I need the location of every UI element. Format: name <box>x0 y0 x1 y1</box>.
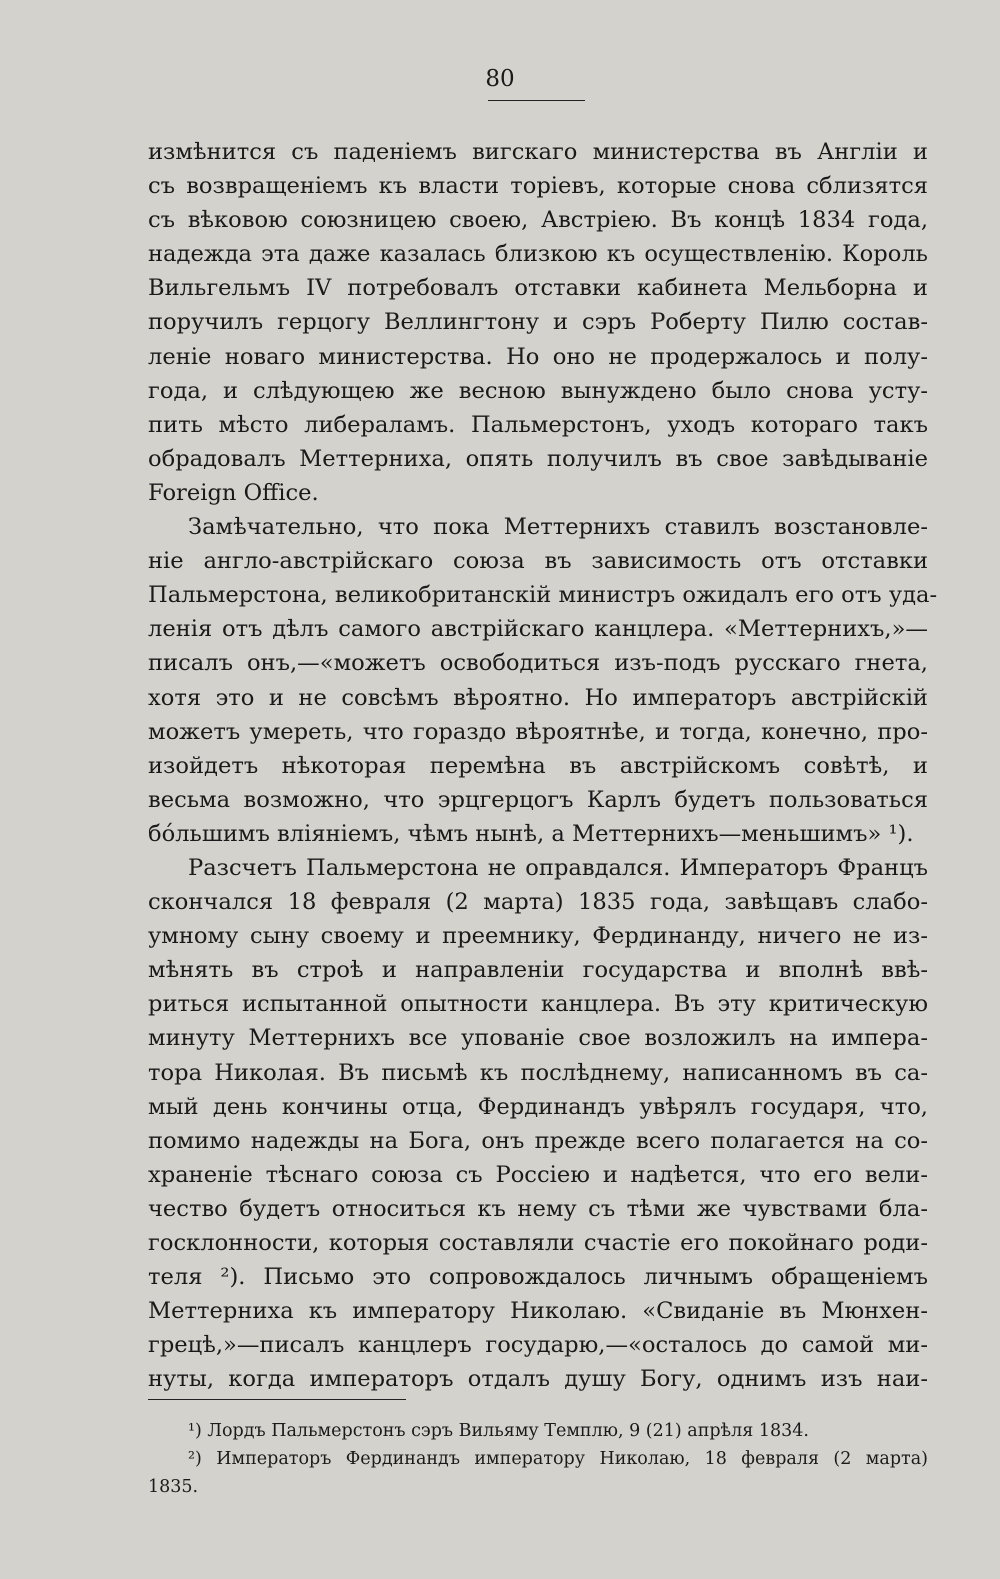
text-line: мѣнять въ строѣ и направленіи государства и вполнѣ ввѣ- <box>148 957 928 984</box>
footnote-line: 1835. <box>148 1476 199 1497</box>
footnote-line: ¹) Лордъ Пальмерстонъ сэръ Вильяму Темплю, 9 (21) апрѣля 1834. <box>188 1421 809 1441</box>
text-line: писалъ онъ,—«можетъ освободиться изъ-подъ русскаго гнета, <box>148 650 928 677</box>
text-line: хотя это и не совсѣмъ вѣроятно. Но императоръ австрійскій <box>148 684 928 711</box>
body-text <box>148 135 938 1396</box>
text-line: изойдетъ нѣкоторая перемѣна въ австрійскомъ совѣтѣ, и <box>148 752 928 779</box>
text-line: Пальмерстона, великобританскій министръ ожидалъ его отъ уда- <box>148 582 938 609</box>
page-number: 80 <box>485 66 515 92</box>
text-line: Меттерниха къ императору Николаю. «Свиданіе въ Мюнхен- <box>148 1298 928 1325</box>
footnote-line: ²) Императоръ Фердинандъ императору Николаю, 18 февраля (2 марта) <box>188 1448 928 1469</box>
text-line: обрадовалъ Меттерниха, опять получилъ въ свое завѣдываніе <box>148 445 928 472</box>
text-line: поручилъ герцогу Веллингтону и сэръ Роберту Пилю состав- <box>148 309 928 336</box>
text-line: мый день кончины отца, Фердинандъ увѣрялъ государя, что, <box>148 1093 928 1120</box>
text-line: храненіе тѣснаго союза съ Россіею и надѣется, что его вели- <box>148 1161 928 1188</box>
text-line: ленія отъ дѣлъ самого австрійскаго канцлера. «Меттернихъ,»— <box>148 616 928 643</box>
text-line: помимо надежды на Бога, онъ прежде всего полагается на со- <box>148 1127 928 1154</box>
footnotes <box>148 1418 928 1501</box>
text-line: весьма возможно, что эрцгерцогъ Карлъ будетъ пользоваться <box>148 786 928 813</box>
text-line: измѣнится съ паденіемъ вигскаго министерства въ Англіи и <box>148 139 928 165</box>
text-line: скончался 18 февраля (2 марта) 1835 года, завѣщавъ слабо- <box>148 889 928 916</box>
text-line: года, и слѣдующею же весною вынуждено было снова усту- <box>148 377 928 404</box>
text-line: Вильгельмъ IV потребовалъ отставки кабинета Мельборна и <box>148 275 928 302</box>
text-line: теля ²). Письмо это сопровождалось личнымъ обращеніемъ <box>148 1264 928 1291</box>
text-line: Разсчетъ Пальмерстона не оправдался. Императоръ Францъ <box>188 854 928 881</box>
text-line: умному сыну своему и преемнику, Фердинанду, ничего не из- <box>148 923 928 950</box>
text-line: тора Николая. Въ письмѣ къ послѣднему, написанномъ въ са- <box>148 1059 928 1086</box>
page-number-rule <box>488 100 585 101</box>
text-line: риться испытанной опытности канцлера. Въ эту критическую <box>148 991 928 1018</box>
text-line: леніе новаго министерства. Но оно не продержалось и полу- <box>148 343 928 370</box>
text-line: бо́льшимъ вліяніемъ, чѣмъ нынѣ, а Меттернихъ—меньшимъ» ¹). <box>148 820 914 847</box>
text-line: ніе англо-австрійскаго союза въ зависимость отъ отставки <box>148 548 928 575</box>
text-line: можетъ умереть, что гораздо вѣроятнѣе, и тогда, конечно, про- <box>148 718 928 745</box>
text-line: Замѣчательно, что пока Меттернихъ ставилъ возстановле- <box>188 514 928 541</box>
text-line: пить мѣсто либераламъ. Пальмерстонъ, уходъ котораго такъ <box>148 411 928 438</box>
text-line: грецѣ,»—писалъ канцлеръ государю,—«осталось до самой ми- <box>148 1332 928 1359</box>
text-line: съ возвращеніемъ къ власти торіевъ, которые снова сблизятся <box>148 173 928 200</box>
text-line: минуту Меттернихъ все упованіе свое возложилъ на импера- <box>148 1025 928 1052</box>
footnote-rule <box>148 1399 406 1400</box>
text-line: госклонности, которыя составляли счастіе его покойнаго роди- <box>148 1230 928 1256</box>
text-line: съ вѣковою союзницею своею, Австріею. Въ концѣ 1834 года, <box>148 207 928 234</box>
text-line: Foreign Office. <box>148 479 319 506</box>
text-line: надежда эта даже казалась близкою къ осуществленію. Король <box>148 241 928 268</box>
text-line: нуты, когда императоръ отдалъ душу Богу, однимъ изъ наи- <box>148 1366 928 1393</box>
text-line: чество будетъ относиться къ нему съ тѣми же чувствами бла- <box>148 1195 928 1222</box>
